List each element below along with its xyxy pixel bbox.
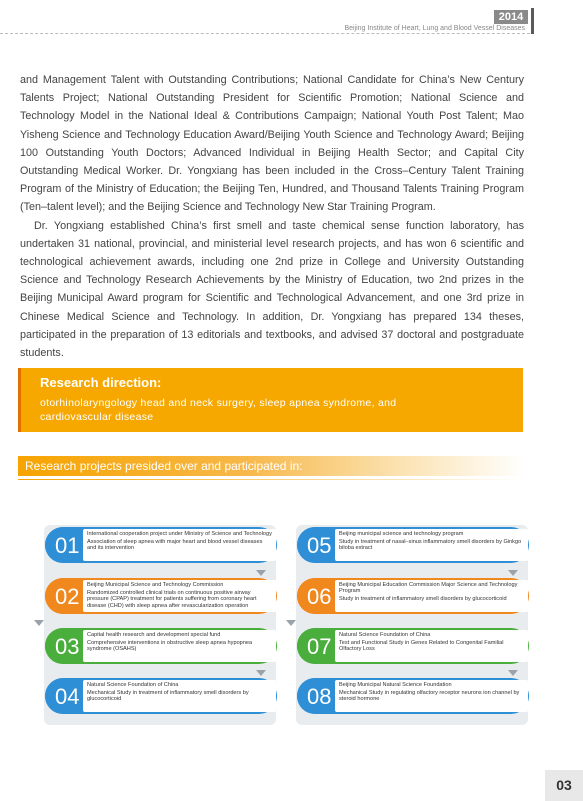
project-description: Mechanical Study in treatment of inflammatory smell disorders by glucocorticoid <box>87 690 249 703</box>
project-card <box>83 680 276 712</box>
project-item <box>297 527 529 563</box>
project-card <box>335 529 528 561</box>
project-number-badge <box>45 578 85 614</box>
project-description: Randomized controlled clinical trials on continuous positive airway pressure (CPAP) treatment for patients suffering from coronary heart disease (CHD) with sleep apnea after revascularization operation <box>87 590 257 609</box>
flow-arrow-icon <box>34 620 44 626</box>
project-number: 05 <box>307 533 332 558</box>
project-title: Natural Science Foundation of China <box>87 682 179 688</box>
header-year: 2014 <box>494 10 528 24</box>
project-item <box>45 678 277 714</box>
page-number: 03 <box>545 770 583 801</box>
flow-arrow-icon <box>286 620 296 626</box>
project-number-badge <box>297 527 337 563</box>
project-title: Beijing Municipal Natural Science Foundation <box>339 682 452 688</box>
project-number: 03 <box>55 634 80 659</box>
research-direction-accent <box>18 368 21 432</box>
project-title: Beijing Municipal Science and Technology Commission <box>87 582 224 588</box>
research-projects-header <box>18 456 525 482</box>
project-description: Association of sleep apnea with major heart and blood vessel diseases and its intervention <box>87 539 263 552</box>
project-description: Comprehensive interventions in obstructive sleep apnea hypopnea syndrome (OSAHS) <box>87 640 253 653</box>
research-direction-box <box>18 368 523 432</box>
flow-arrow-icon <box>508 670 518 676</box>
project-description: Study in treatment of inflammatory smell disorders by glucocorticoid <box>339 596 507 603</box>
project-number: 01 <box>55 533 80 558</box>
project-title: International cooperation project under Ministry of Science and Technology <box>87 531 272 537</box>
project-item <box>297 628 529 664</box>
project-number-badge <box>297 628 337 664</box>
header-bar <box>531 8 534 34</box>
project-card <box>83 630 276 662</box>
project-description: Test and Functional Study in Genes Related to Congenital Familial Olfactory Loss <box>339 640 504 653</box>
body-paragraph-2: Dr. Yongxiang established China’s first smell and taste chemical sense function laboratory, has undertaken 31 national, provincial, and ministerial level research projects, and has won 6 scientific and technological achievement awards, including one 2nd prize in College and University Outstanding Science and Technology Research Achievements by the Ministry of Education, two 2nd prizes in the Beijing Municipal Award program for Scientific and Technological Advancement, and one 3rd prize in Chinese Medical Science and Technology. In addition, Dr. Yongxiang has prepared 134 theses, participated in the preparation of 13 editorials and textbooks, and advised 37 doctoral and postgraduate students. <box>20 219 524 360</box>
project-description: Study in treatment of nasal–sinus inflammatory smell disorders by Ginkgo biloba extract <box>339 539 522 552</box>
project-number-badge <box>297 678 337 714</box>
project-item <box>45 628 277 664</box>
project-item <box>297 578 529 614</box>
research-direction-title: Research direction: <box>40 375 162 390</box>
project-item <box>45 578 277 614</box>
body-paragraph-1: and Management Talent with Outstanding Contributions; National Candidate for China’s New Century Talents Project; National Outstanding President for Scientific Promotion; National Science and Technology Model in the National Ideal & Contributions Campaign; National Youth Post Talent; Mao Yisheng Science and Technology Education Award/Beijing Youth Science and Technology Award; Beijing 100 Outstanding Youth Doctors; Advanced Individual in Beijing Health Sector; and Capital City Outstanding Medical Worker. Dr. Yongxiang has been included in the Cross–Century Talent Training Program of the Ministry of Education; the Beijing Ten, Hundred, and Thousand Talents Training Program (Ten–talent level); and the Beijing Science and Technology New Star Training Program. <box>20 74 524 214</box>
project-number-badge <box>45 628 85 664</box>
header-divider <box>0 33 530 34</box>
research-direction-text: otorhinolaryngology head and neck surgery, sleep apnea syndrome, and cardiovascular disease <box>40 397 397 423</box>
project-card <box>83 580 276 612</box>
header-institute: Beijing Institute of Heart, Lung and Blood Vessel Diseases <box>344 25 525 32</box>
project-number: 08 <box>307 684 332 709</box>
body-text <box>20 71 524 362</box>
flow-arrow-icon <box>508 570 518 576</box>
project-number-badge <box>297 578 337 614</box>
project-number-badge <box>45 527 85 563</box>
project-title: Beijing municipal science and technology program <box>339 531 464 537</box>
project-card <box>335 630 528 662</box>
project-title: Beijing Municipal Education Commission Major Science and Technology Program <box>339 582 518 595</box>
project-title: Natural Science Foundation of China <box>339 632 431 638</box>
flow-arrow-icon <box>256 570 266 576</box>
project-card <box>335 580 528 612</box>
project-card <box>83 529 276 561</box>
research-projects-title: Research projects presided over and participated in: <box>25 459 303 473</box>
project-item <box>297 678 529 714</box>
research-projects-underline <box>18 479 525 480</box>
project-number: 07 <box>307 634 332 659</box>
project-number: 04 <box>55 684 80 709</box>
project-number: 02 <box>55 584 80 609</box>
flow-arrow-icon <box>256 670 266 676</box>
project-number: 06 <box>307 584 332 609</box>
project-item <box>45 527 277 563</box>
project-title: Capital health research and development special fund <box>87 632 221 638</box>
project-description: Mechanical Study in regulating olfactory receptor neurons ion channel by steroid hormone <box>339 690 520 703</box>
project-card <box>335 680 528 712</box>
project-number-badge <box>45 678 85 714</box>
